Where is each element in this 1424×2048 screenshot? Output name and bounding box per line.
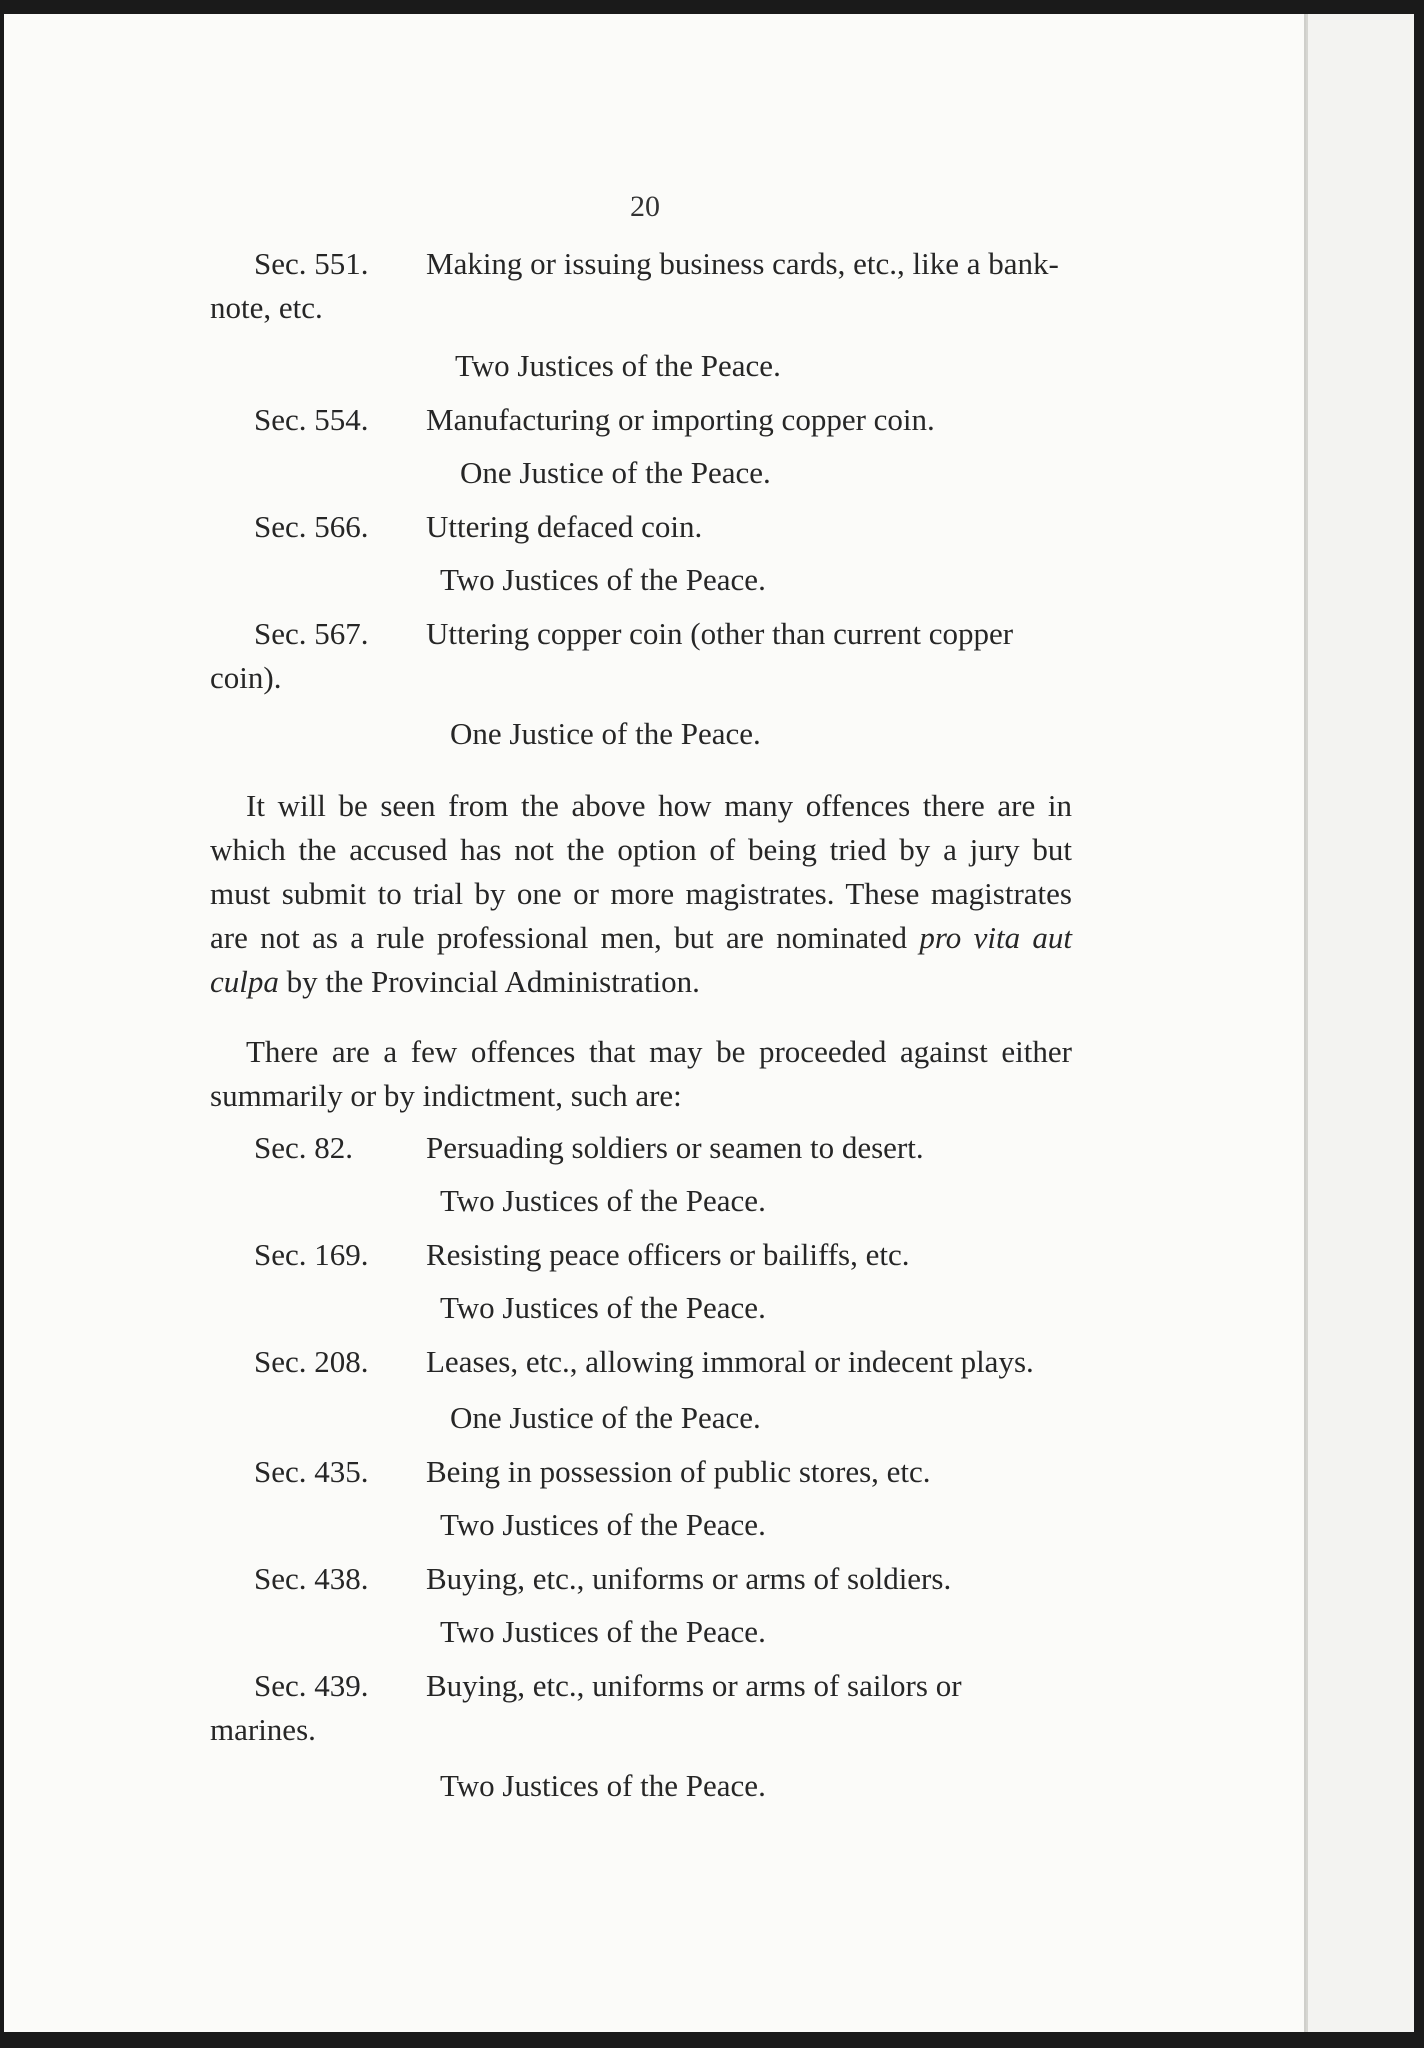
body-paragraph: There are a few offences that may be proceeded against either summarily or by indictment, such are:: [210, 1034, 1072, 1113]
section-number: Sec. 435.: [254, 1454, 369, 1489]
body-paragraph: It will be seen from the above how many offences there are in which the accused has not the option of being tried by a jury but must submit to trial by one or more magistrates. These magistrates are not as a rule professional men, but are nominated pro vita aut culpa by the Provincial Administration.: [210, 788, 1073, 999]
jurisdiction-line: Two Justices of the Peace.: [455, 348, 781, 383]
jurisdiction-line: One Justice of the Peace.: [450, 716, 761, 751]
section-entry: [210, 1557, 1072, 1601]
jurisdiction-line: Two Justices of the Peace.: [440, 1507, 766, 1542]
page-body: [210, 242, 1072, 1818]
section-entry: [210, 1450, 1072, 1494]
page-number: 20: [630, 190, 660, 223]
offence-text: Leases, etc., allowing immoral or indecent plays.: [426, 1344, 1034, 1379]
jurisdiction-line: Two Justices of the Peace.: [440, 1614, 766, 1649]
offence-text: Uttering copper coin (other than current copper coin).: [210, 616, 1014, 695]
offence-text: Buying, etc., uniforms or arms of soldiers.: [426, 1561, 952, 1596]
section-number: Sec. 82.: [254, 1130, 354, 1165]
offence-text: Being in possession of public stores, etc.: [426, 1454, 931, 1489]
offence-text: Resisting peace officers or bailiffs, etc.: [426, 1237, 910, 1272]
jurisdiction-line: One Justice of the Peace.: [450, 1400, 761, 1435]
latin-phrase: pro vita aut culpa: [210, 920, 1073, 999]
jurisdiction-line: Two Justices of the Peace.: [440, 1183, 766, 1218]
adjacent-page-edge: [1306, 14, 1414, 2032]
section-number: Sec. 169.: [254, 1237, 369, 1272]
offence-text: Persuading soldiers or seamen to desert.: [426, 1130, 924, 1165]
section-number: Sec. 566.: [254, 509, 369, 544]
jurisdiction-line: Two Justices of the Peace.: [440, 1290, 766, 1325]
section-entry: [210, 1664, 1072, 1752]
section-entry: [210, 505, 1072, 549]
section-number: Sec. 567.: [254, 616, 369, 651]
offence-text: Manufacturing or importing copper coin.: [426, 402, 935, 437]
section-entry: [210, 1340, 1072, 1384]
section-entry: [210, 612, 1072, 700]
section-entry: [210, 1126, 1072, 1170]
section-entry: [210, 398, 1072, 442]
jurisdiction-line: Two Justices of the Peace.: [440, 562, 766, 597]
jurisdiction-line: Two Justices of the Peace.: [440, 1768, 766, 1803]
jurisdiction-line: One Justice of the Peace.: [460, 455, 771, 490]
section-number: Sec. 438.: [254, 1561, 369, 1596]
offence-text: Buying, etc., uniforms or arms of sailors or marines.: [210, 1668, 962, 1747]
section-number: Sec. 551.: [254, 246, 369, 281]
section-number: Sec. 554.: [254, 402, 369, 437]
section-entry: [210, 242, 1072, 330]
offence-text: Uttering defaced coin.: [426, 509, 703, 544]
offence-text: Making or issuing business cards, etc., like a bank-note, etc.: [210, 246, 1059, 325]
section-entry: [210, 1233, 1072, 1277]
section-number: Sec. 208.: [254, 1344, 369, 1379]
section-number: Sec. 439.: [254, 1668, 369, 1703]
